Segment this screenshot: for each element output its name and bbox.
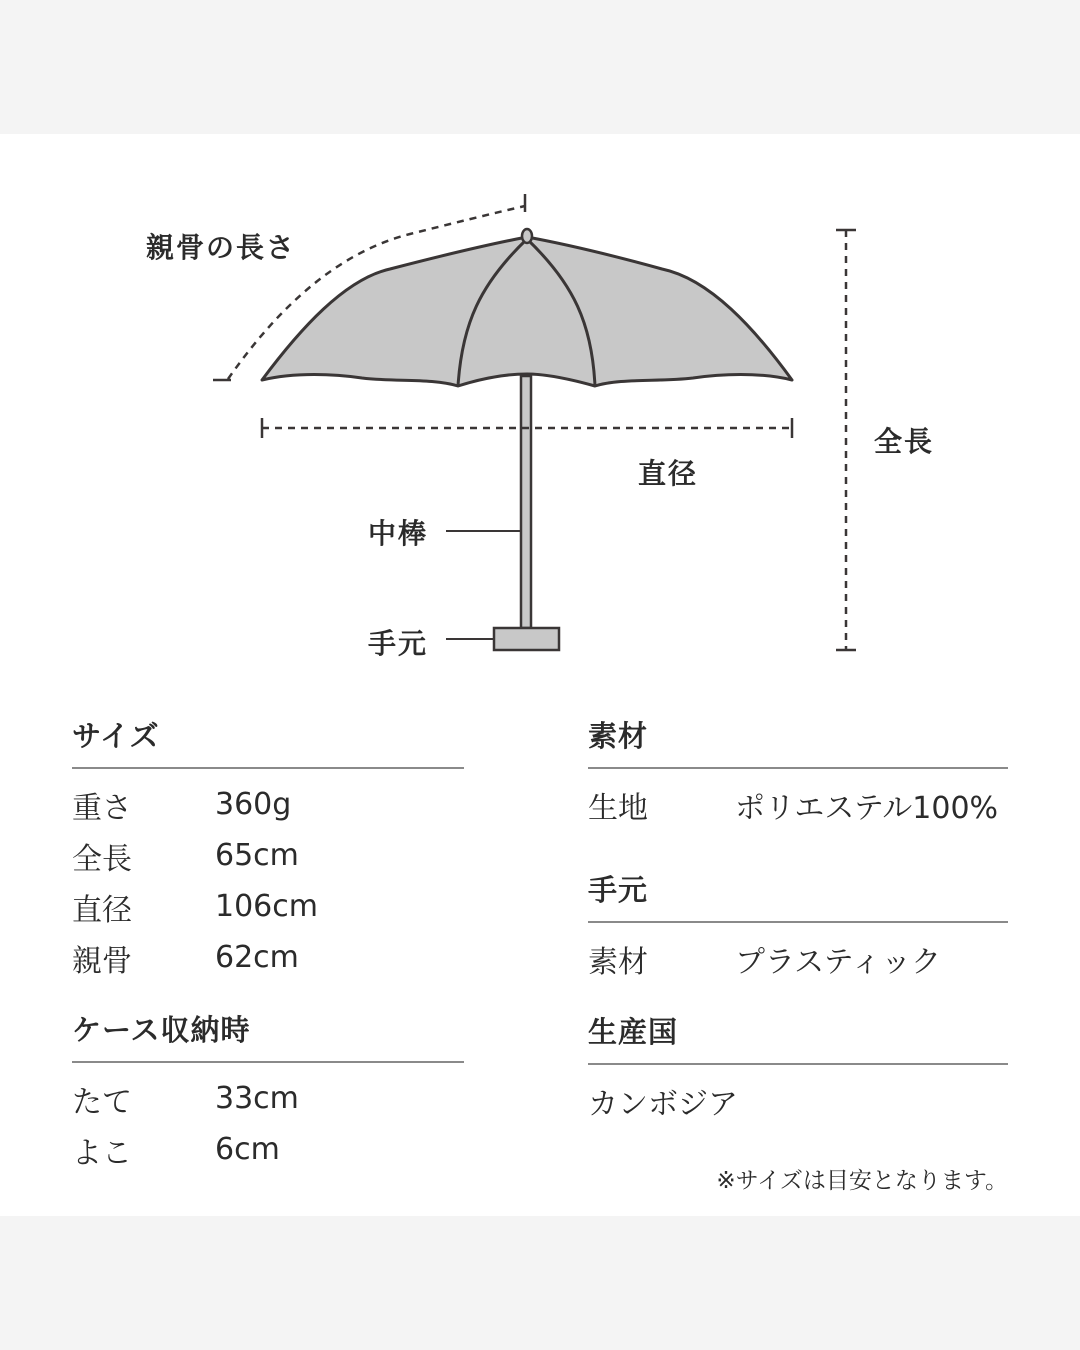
origin-value-row — [588, 1075, 1008, 1126]
handle-label: 手元 — [368, 627, 429, 660]
spec-label: 直径 — [72, 892, 132, 928]
spec-row — [72, 881, 464, 932]
material-title: 素材 — [588, 714, 1008, 769]
spec-value: 33cm — [215, 1081, 299, 1116]
spec-value: 65cm — [215, 838, 299, 873]
umbrella-handle — [494, 628, 559, 650]
case-title: ケース収納時 — [72, 1008, 464, 1063]
spec-row — [588, 779, 1008, 830]
spec-row — [72, 779, 464, 830]
spec-label: 全長 — [72, 841, 132, 877]
spec-label: 親骨 — [72, 943, 132, 979]
umbrella-shaft — [521, 376, 531, 628]
spec-card — [0, 134, 1080, 1216]
origin-value: カンボジア — [588, 1086, 738, 1122]
umbrella-tip — [522, 229, 532, 243]
spec-value: 6cm — [215, 1132, 280, 1167]
handle-title: 手元 — [588, 868, 1008, 923]
material-section — [588, 714, 1008, 830]
spec-label: 素材 — [588, 944, 648, 980]
case-section — [72, 1008, 464, 1175]
shaft-label: 中棒 — [368, 517, 429, 550]
origin-title: 生産国 — [588, 1010, 1008, 1065]
origin-section — [588, 1010, 1008, 1126]
spec-value: 360g — [215, 787, 292, 822]
spec-row — [72, 1124, 464, 1175]
spec-label: よこ — [72, 1135, 132, 1171]
spec-label: たて — [72, 1084, 132, 1120]
diameter-label: 直径 — [638, 457, 699, 490]
handle-section — [588, 868, 1008, 984]
spec-value: 62cm — [215, 940, 299, 975]
rib-length-label: 親骨の長さ — [146, 231, 297, 264]
umbrella-diagram — [0, 134, 1080, 694]
size-note: ※サイズは目安となります。 — [716, 1168, 1008, 1194]
total-length-label: 全長 — [874, 425, 935, 458]
spec-value: ポリエステル100% — [735, 790, 999, 826]
size-title: サイズ — [72, 714, 464, 769]
spec-row — [72, 932, 464, 983]
spec-row — [72, 830, 464, 881]
spec-row — [588, 933, 1008, 984]
spec-label: 重さ — [72, 790, 132, 826]
umbrella-canopy — [262, 237, 792, 386]
spec-row — [72, 1073, 464, 1124]
spec-value: プラスティック — [735, 944, 942, 980]
size-section — [72, 714, 464, 983]
umbrella-illustration — [0, 134, 1080, 694]
spec-value: 106cm — [215, 889, 318, 924]
spec-label: 生地 — [588, 790, 648, 826]
